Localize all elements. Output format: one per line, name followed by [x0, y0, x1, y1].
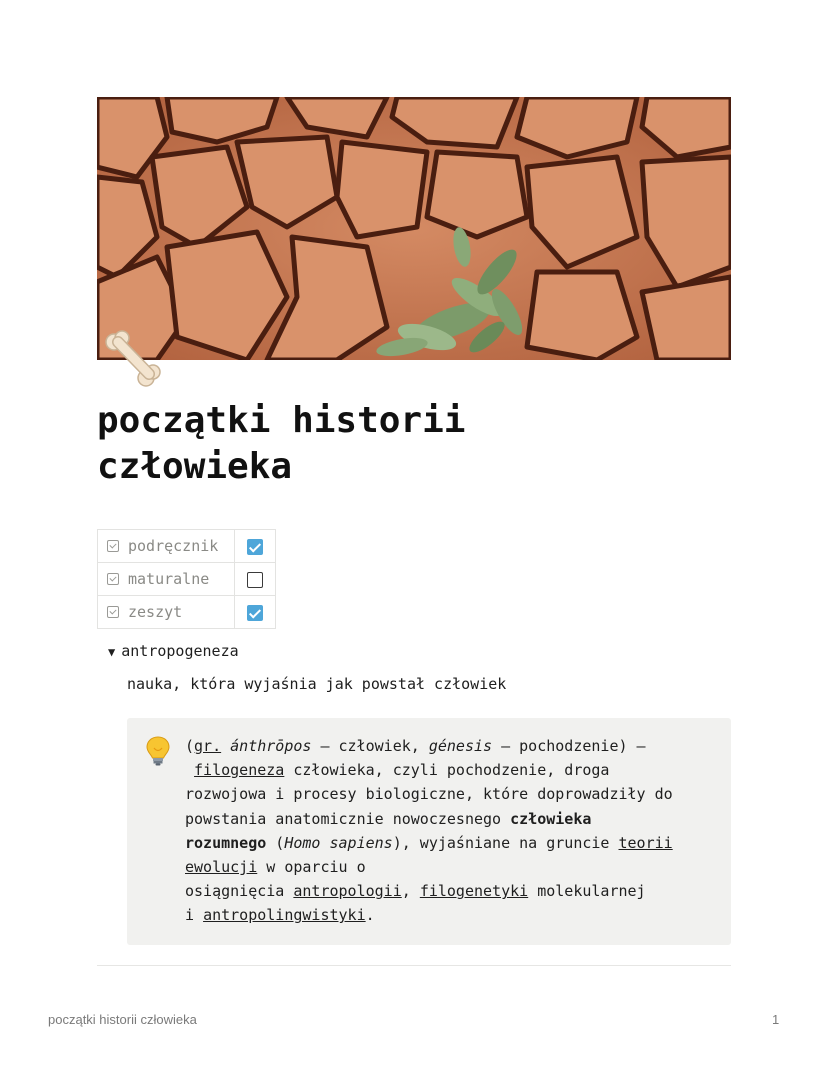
callout-text	[185, 734, 720, 928]
callout-line	[185, 734, 720, 758]
text-span: i	[185, 906, 204, 925]
property-row	[98, 563, 276, 596]
checkbox-checked[interactable]	[247, 605, 263, 621]
footer-page-number: 1	[772, 1012, 780, 1027]
text-bold: rozumnego	[185, 833, 267, 852]
property-label	[98, 563, 235, 596]
property-row	[98, 596, 276, 629]
page-title	[97, 398, 737, 490]
property-label	[98, 596, 235, 629]
property-label	[98, 530, 235, 563]
callout-block	[127, 718, 731, 945]
property-label-text: maturalne	[128, 570, 210, 588]
text-italic: génesis	[428, 737, 493, 755]
bone-icon	[102, 330, 164, 388]
lightbulb-icon	[145, 736, 171, 766]
link-antropolingwistyki[interactable]: antropolingwistyki	[203, 906, 366, 925]
link-antropologii[interactable]: antropologii	[293, 882, 402, 901]
text-span: powstania anatomicznie nowoczesnego	[185, 809, 511, 828]
callout-line	[185, 879, 720, 903]
property-row	[98, 530, 276, 563]
text-span: – człowiek,	[311, 737, 429, 755]
property-value[interactable]	[235, 530, 276, 563]
checkbox-unchecked[interactable]	[247, 572, 263, 588]
text-bold: człowieka	[510, 809, 592, 828]
callout-line	[185, 831, 720, 855]
divider	[97, 965, 731, 966]
footer-title: początki historii człowieka	[48, 1012, 197, 1027]
toggle-description: nauka, która wyjaśnia jak powstał człowiek	[127, 675, 507, 693]
callout-line: rozwojowa i procesy biologiczne, które doprowadziły do	[185, 785, 673, 804]
property-value[interactable]	[235, 563, 276, 596]
text-span: – pochodzenie) –	[492, 737, 646, 755]
link-filogenetyki[interactable]: filogenetyki	[419, 882, 529, 901]
link-ewolucji[interactable]: ewolucji	[185, 858, 258, 877]
text-span: molekularnej	[528, 882, 646, 901]
text-span: .	[365, 906, 375, 925]
link-teorii[interactable]: teorii	[618, 833, 673, 852]
text-span: (	[266, 833, 285, 852]
page-title-line-2: człowieka	[97, 446, 293, 487]
text-span: ), wyjaśniane na gruncie	[392, 833, 619, 852]
property-label-text: podręcznik	[128, 537, 219, 555]
checkbox-checked[interactable]	[247, 539, 263, 555]
text-italic: Homo sapiens	[284, 833, 393, 852]
text-span: w oparciu o	[257, 858, 366, 877]
text-italic: ánthrōpos	[230, 737, 312, 755]
property-value[interactable]	[235, 596, 276, 629]
callout-line	[185, 807, 720, 831]
checkbox-property-icon	[107, 606, 119, 618]
text-span: człowieka, czyli pochodzenie, droga	[284, 761, 610, 780]
toggle-block[interactable]	[108, 642, 239, 660]
callout-line	[185, 903, 720, 927]
callout-line	[185, 758, 720, 782]
link-gr[interactable]: gr.	[194, 737, 222, 755]
checkbox-property-icon	[107, 540, 119, 552]
link-filogeneza[interactable]: filogeneza	[194, 761, 285, 780]
properties-table	[97, 529, 276, 629]
triangle-down-icon[interactable]: ▼	[108, 645, 116, 659]
checkbox-property-icon	[107, 573, 119, 585]
cover-image	[97, 97, 731, 360]
toggle-heading: antropogeneza	[121, 642, 239, 660]
text-span: osiągnięcia	[185, 882, 294, 901]
text-span: (	[185, 737, 195, 755]
callout-line	[185, 855, 720, 879]
text-span: ,	[401, 882, 420, 901]
page-title-line-1: początki historii	[97, 400, 466, 441]
property-label-text: zeszyt	[128, 603, 183, 621]
